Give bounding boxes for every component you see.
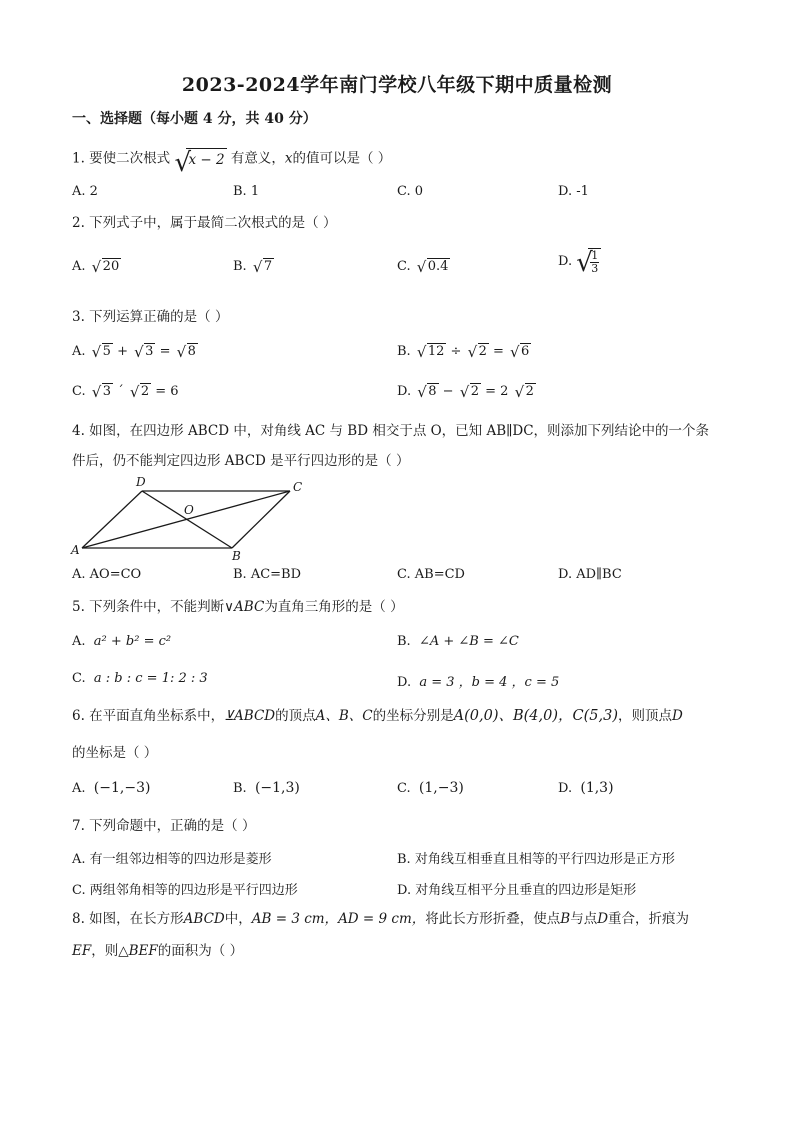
q4-option-d: D. AD∥BC (558, 567, 622, 582)
q1-option-d: D. -1 (558, 184, 589, 199)
q5-option-d: D. a = 3 ，b = 4 ，c = 5 (397, 675, 560, 690)
question-5: 5. 下列条件中，不能判断∨ABC为直角三角形的是（ ） (72, 599, 404, 615)
q5-option-b: B. ∠A + ∠B = ∠C (397, 634, 519, 649)
q3-option-a: A. √ 5 + √ 3 = √ 8 (72, 343, 196, 361)
question-4-line-1: 4. 如图，在四边形 ABCD 中，对角线 AC 与 BD 相交于点 O，已知 AB∥DC，则添加下列结论中的一个条 (72, 423, 710, 439)
q1-option-c: C. 0 (397, 184, 424, 199)
q2-option-b: B. √ 7 (233, 258, 273, 276)
q1-stem: 1. 要使二次根式 (72, 150, 171, 167)
question-6-line-2: 的坐标是（ ） (72, 745, 158, 761)
q6-option-c: C. (1,−3) (397, 780, 464, 796)
q3-option-b: B. √ 12 ÷ √ 2 = √ 6 (397, 343, 530, 361)
section-heading: 一、选择题（每小题 4 分，共 40 分） (72, 111, 317, 127)
q2-option-c: C. √ 0.4 (397, 258, 449, 276)
q3-option-c: C. √ 3 ´ √ 2 = 6 (72, 383, 179, 401)
q6-option-d: D. (1,3) (558, 780, 614, 796)
q4-option-c: C. AB=CD (397, 567, 465, 582)
question-2: 2. 下列式子中，属于最简二次根式的是（ ） (72, 215, 337, 231)
question-3: 3. 下列运算正确的是（ ） (72, 309, 229, 325)
q7-option-d: D. 对角线互相平分且垂直的四边形是矩形 (397, 883, 637, 898)
question-8-line-1: 8. 如图，在长方形ABCD中，AB = 3 cm，AD = 9 cm，将此长方形折叠，使点B与点D重合，折痕为 (72, 911, 690, 927)
label-b: B (232, 549, 241, 563)
q4-option-a: A. AO=CO (72, 567, 142, 582)
q2-option-d: D. √ $\frac{1}{3}$ (558, 248, 601, 275)
q7-option-b: B. 对角线互相垂直且相等的平行四边形是正方形 (397, 852, 675, 867)
q7-option-a: A. 有一组邻边相等的四边形是菱形 (72, 852, 272, 867)
question-8-line-2: EF，则△BEF的面积为（ ） (72, 943, 244, 959)
q4-option-b: B. AC=BD (233, 567, 302, 582)
label-a: A (71, 543, 80, 557)
q6-option-b: B. (−1,3) (233, 780, 300, 796)
label-c: C (293, 480, 303, 494)
q7-option-c: C. 两组邻角相等的四边形是平行四边形 (72, 883, 298, 898)
label-d: D (136, 475, 146, 489)
page-title: 2023-2024学年南门学校八年级下期中质量检测 (181, 74, 613, 96)
question-6-line-1: 6. 在平面直角坐标系中，⊻ABCD的顶点A、B、C的坐标分别是A(0,0)、B(4,0)，C(5,3)，则顶点D (72, 708, 683, 724)
question-4-line-2: 件后，仍不能判定四边形 ABCD 是平行四边形的是（ ） (72, 453, 410, 469)
q1-option-b: B. 1 (233, 184, 260, 199)
label-o: O (184, 503, 194, 517)
q5-option-c: C. a : b : c = 1: 2 : 3 (72, 671, 208, 686)
parallelogram-figure (66, 474, 316, 564)
question-1: 1. 要使二次根式 √ x − 2 有意义，x的值可以是（ ） (72, 148, 392, 178)
q6-option-a: A. (−1,−3) (72, 780, 151, 796)
q2-option-a: A. √ 20 (72, 258, 120, 276)
q5-option-a: A. a² + b² = c² (72, 634, 172, 649)
diagonal-bd (142, 491, 232, 548)
q1-option-a: A. 2 (72, 184, 98, 199)
question-7: 7. 下列命题中，正确的是（ ） (72, 818, 256, 834)
q3-option-d: D. √ 8 − √ 2 = 2 √ 2 (397, 383, 534, 401)
q1-radical: √ x − 2 (174, 148, 225, 178)
